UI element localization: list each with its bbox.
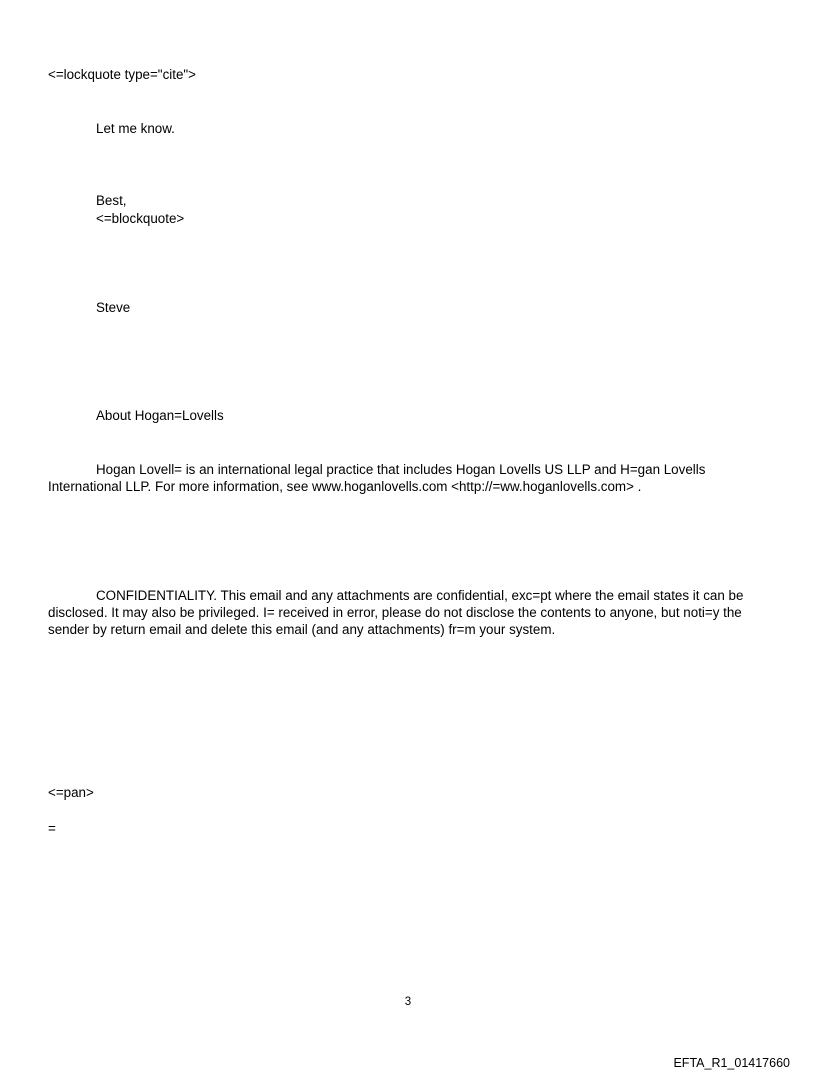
about-heading: About Hogan=Lovells <box>96 408 224 423</box>
page-number: 3 <box>404 996 412 1008</box>
signature-name: Steve <box>96 300 131 315</box>
email-closing: Best, <box>96 193 127 208</box>
trailing-equals: = <box>48 821 56 836</box>
about-paragraph: Hogan Lovell= is an international legal practice that includes Hogan Lovells US LLP and H=gan Lovells International LLP. For more information, see www.hoganlovells.com <http://=ww.hoganlovells.com> . <box>48 462 706 494</box>
email-body-line: Let me know. <box>96 121 175 136</box>
blockquote-close-tag: <=blockquote> <box>96 211 185 226</box>
blockquote-open-tag: <=lockquote type="cite"> <box>48 67 196 82</box>
span-tag: <=pan> <box>48 785 94 800</box>
document-id: EFTA_R1_01417660 <box>673 1056 790 1070</box>
confidentiality-notice: CONFIDENTIALITY. This email and any attachments are confidential, exc=pt where the email states it can be disclosed. It may also be privileged. I= received in error, please do not disclose the contents to anyone, but noti=y the sender by return email and delete this email (and any attachments) fr=m your system. <box>48 588 744 637</box>
